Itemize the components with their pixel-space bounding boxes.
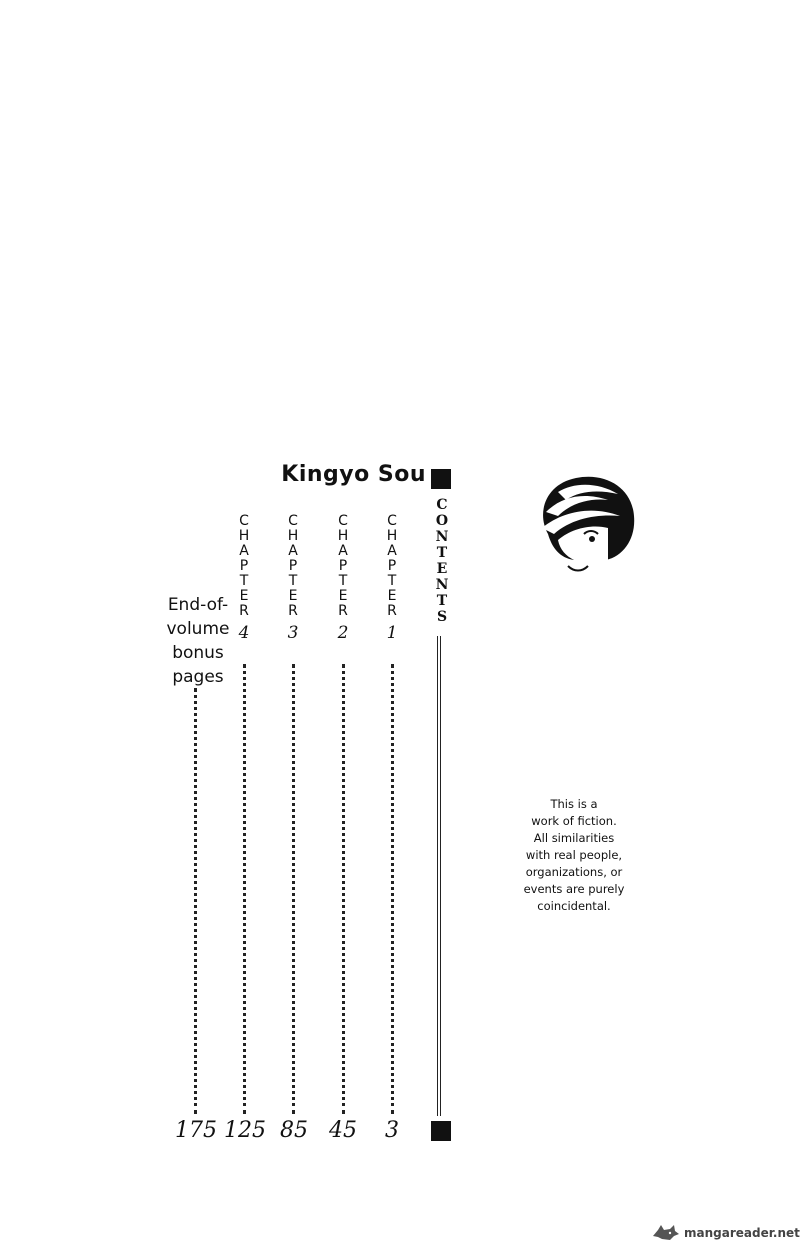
contents-letter: S: [436, 609, 448, 625]
chapter-4-page-number: 125: [224, 1118, 266, 1143]
chapter-letter: P: [387, 558, 397, 574]
chapter-letter: A: [239, 543, 249, 559]
bonus-label-line: End-of-: [167, 595, 229, 615]
bonus-pages-heading: [152, 593, 244, 689]
chapter-letter: E: [387, 588, 397, 604]
chapter-letter: C: [288, 513, 298, 529]
chapter-letter: T: [288, 573, 298, 589]
disclaimer-line: coincidental.: [537, 899, 611, 913]
chapter-letter: P: [288, 558, 298, 574]
bottom-square-marker: [431, 1121, 451, 1141]
bonus-label-line: bonus: [172, 643, 224, 663]
chapter-letter: H: [337, 528, 349, 544]
contents-letter: T: [436, 545, 448, 561]
wolf-head-icon: [652, 1224, 680, 1242]
chapter-letter: E: [338, 588, 348, 604]
chapter-letter: C: [387, 513, 397, 529]
chapter-number: 1: [386, 623, 398, 643]
mascot-face-illustration: [528, 472, 640, 582]
chapter-1-dotted-leader: [391, 664, 397, 1114]
chapter-3-dotted-leader: [292, 664, 298, 1114]
chapter-letter: A: [387, 543, 397, 559]
title-square-marker: [431, 469, 451, 489]
bonus-dotted-leader: [194, 688, 200, 1114]
chapter-number: 4: [238, 623, 250, 643]
chapter-number: 3: [287, 623, 299, 643]
chapter-1-page-number: 3: [385, 1118, 399, 1143]
chapter-letter: C: [338, 513, 348, 529]
bonus-page-number: 175: [175, 1118, 217, 1143]
bonus-label-line: volume: [166, 619, 230, 639]
disclaimer-line: work of fiction.: [531, 814, 617, 828]
contents-letter: N: [435, 529, 449, 545]
chapter-letter: A: [338, 543, 348, 559]
contents-letter: C: [436, 497, 448, 513]
chapter-letter: T: [387, 573, 397, 589]
disclaimer-line: organizations, or: [525, 865, 623, 879]
chapter-2-page-number: 45: [329, 1118, 357, 1143]
bonus-label-line: pages: [172, 667, 224, 687]
chapter-letter: P: [239, 558, 249, 574]
chapter-letter: R: [239, 603, 249, 619]
chapter-letter: T: [239, 573, 249, 589]
chapter-3-page-number: 85: [280, 1118, 308, 1143]
contents-letter: T: [436, 593, 448, 609]
disclaimer-line: This is a: [550, 797, 598, 811]
chapter-letter: P: [338, 558, 348, 574]
series-title: Kingyo Sou: [281, 462, 426, 487]
chapter-4-dotted-leader: [243, 664, 249, 1114]
contents-double-rule: [437, 636, 441, 1116]
chapter-letter: E: [288, 588, 298, 604]
chapter-2-dotted-leader: [342, 664, 348, 1114]
contents-letter: N: [435, 577, 449, 593]
site-watermark: [652, 1222, 800, 1244]
watermark-text: mangareader.net: [684, 1226, 800, 1240]
chapter-letter: R: [338, 603, 348, 619]
chapter-1-heading: [380, 514, 404, 643]
chapter-letter: H: [287, 528, 299, 544]
chapter-letter: E: [239, 588, 249, 604]
chapter-letter: H: [238, 528, 250, 544]
chapter-letter: C: [239, 513, 249, 529]
fiction-disclaimer: [500, 796, 648, 915]
chapter-number: 2: [337, 623, 349, 643]
disclaimer-line: All similarities: [533, 831, 615, 845]
chapter-2-heading: [331, 514, 355, 643]
chapter-letter: R: [288, 603, 298, 619]
chapter-letter: R: [387, 603, 397, 619]
chapter-3-heading: [281, 514, 305, 643]
chapter-letter: H: [386, 528, 398, 544]
contents-letter: E: [436, 561, 448, 577]
disclaimer-line: with real people,: [525, 848, 623, 862]
disclaimer-line: events are purely: [523, 882, 625, 896]
contents-letter: O: [435, 513, 449, 529]
contents-label: [432, 497, 452, 625]
chapter-letter: A: [288, 543, 298, 559]
chapter-letter: T: [338, 573, 348, 589]
